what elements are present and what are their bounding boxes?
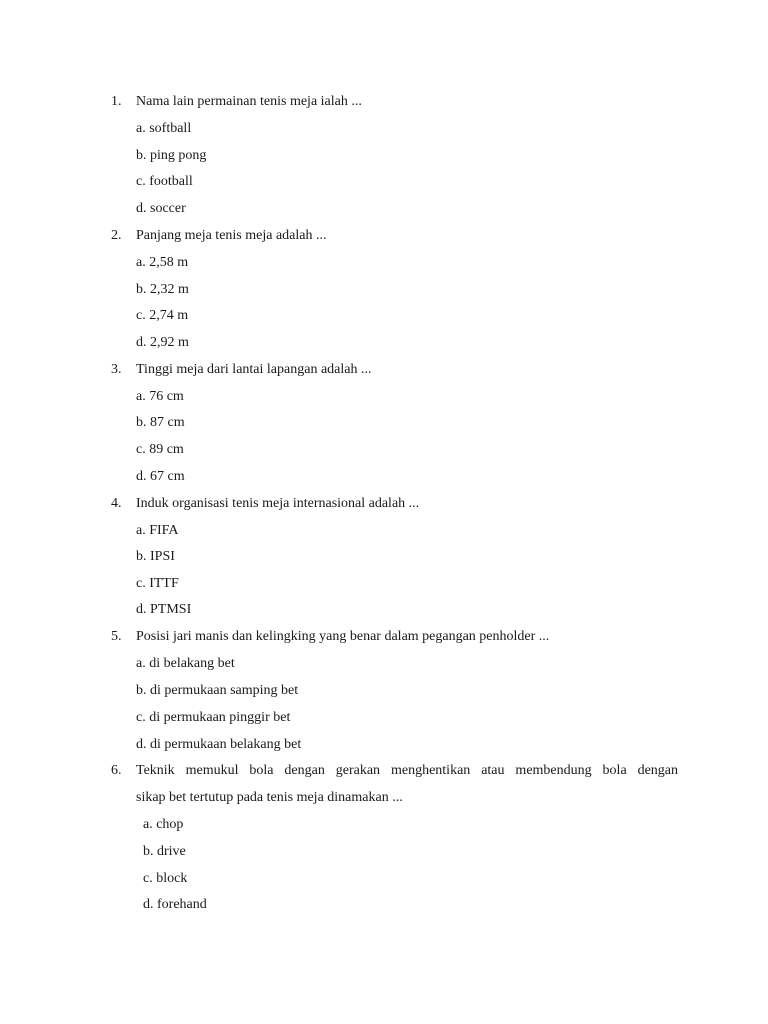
- question-number: 2.: [111, 228, 122, 243]
- question-text: Posisi jari manis dan kelingking yang benar dalam pegangan penholder ...: [136, 629, 550, 644]
- answer-option: b. drive: [143, 844, 186, 859]
- question-number: 5.: [111, 629, 122, 644]
- question-text: Tinggi meja dari lantai lapangan adalah ...: [136, 362, 372, 377]
- answer-option: d. soccer: [136, 201, 186, 216]
- answer-option: d. di permukaan belakang bet: [136, 737, 302, 752]
- answer-option: b. 87 cm: [136, 415, 185, 430]
- answer-option: b. di permukaan samping bet: [136, 683, 299, 698]
- answer-option: a. 2,58 m: [136, 255, 189, 270]
- answer-option: c. 89 cm: [136, 442, 184, 457]
- question-text: Nama lain permainan tenis meja ialah ...: [136, 94, 362, 109]
- answer-option: d. PTMSI: [136, 602, 192, 617]
- answer-option: c. di permukaan pinggir bet: [136, 710, 291, 725]
- question-number: 1.: [111, 94, 122, 109]
- answer-option: c. block: [143, 871, 188, 886]
- answer-option: c. ITTF: [136, 576, 179, 591]
- answer-option: c. 2,74 m: [136, 308, 189, 323]
- answer-option: a. di belakang bet: [136, 656, 235, 671]
- question-text-line2: sikap bet tertutup pada tenis meja dinamakan ...: [136, 790, 403, 805]
- answer-option: d. forehand: [143, 897, 207, 912]
- question-text-line1: Teknik memukul bola dengan gerakan menghentikan atau membendung bola dengan: [136, 763, 678, 778]
- answer-option: b. IPSI: [136, 549, 175, 564]
- answer-option: a. 76 cm: [136, 389, 184, 404]
- question-number: 4.: [111, 496, 122, 511]
- question-number: 6.: [111, 763, 122, 778]
- question-text: Panjang meja tenis meja adalah ...: [136, 228, 327, 243]
- answer-option: a. softball: [136, 121, 192, 136]
- answer-option: d. 2,92 m: [136, 335, 189, 350]
- answer-option: a. chop: [143, 817, 184, 832]
- answer-option: b. ping pong: [136, 148, 207, 163]
- question-text: Induk organisasi tenis meja internasional adalah ...: [136, 496, 420, 511]
- answer-option: d. 67 cm: [136, 469, 185, 484]
- question-number: 3.: [111, 362, 122, 377]
- answer-option: c. football: [136, 174, 193, 189]
- answer-option: a. FIFA: [136, 523, 179, 538]
- answer-option: b. 2,32 m: [136, 282, 189, 297]
